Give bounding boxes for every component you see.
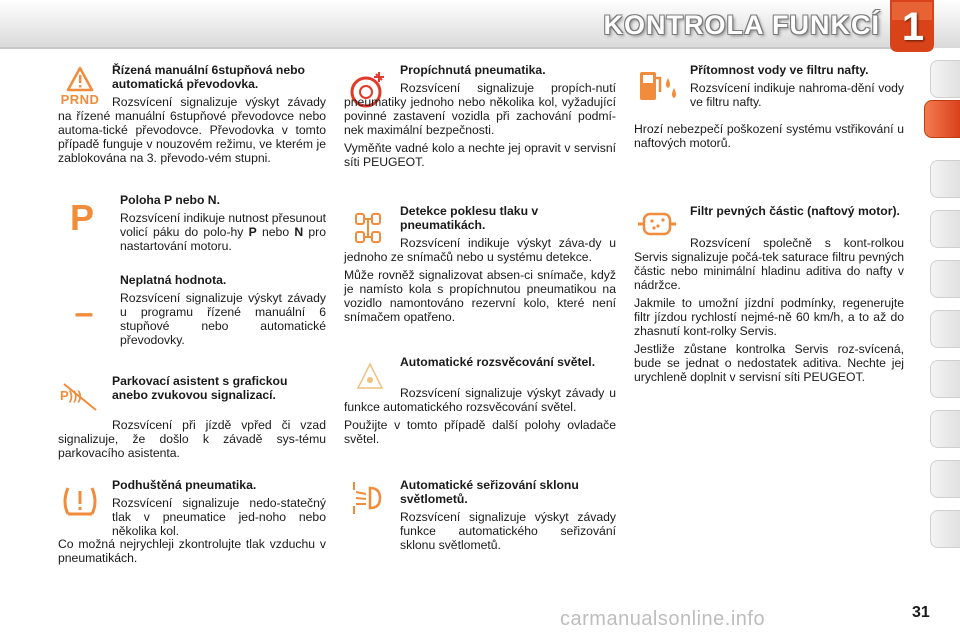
puncture-heading: Propíchnutá pneumatika.	[400, 63, 546, 77]
p-glyph: P	[69, 197, 94, 238]
autolight-text-block	[344, 386, 616, 450]
parking-assist-off-icon	[58, 380, 102, 414]
headlamp-text: Rozsvícení signalizuje výskyt závady funkce automatického seřizování sklonu světlometů.	[400, 510, 616, 552]
puncture-text: Rozsvícení signalizuje propích-nutí pneumatiky jednoho nebo několika kol, vyžadující povinné zastavení vozidla při zachování podmí-nek maximální bezpečnosti.	[344, 81, 616, 137]
page-number: 31	[912, 604, 930, 621]
sensor-text2: Může rovněž signalizovat absen-ci snímače, když je namísto kola s propíchnutou pneumatikou na vozidlo namontováno rezervní kolo, které není snímačem opatřeno.	[344, 268, 616, 324]
chapter-tab[interactable]	[930, 360, 960, 398]
chapter-tab[interactable]	[930, 310, 960, 348]
p-or-n-icon	[64, 197, 100, 238]
dpf-heading: Filtr pevných částic (naftový motor).	[690, 204, 900, 218]
tyre-text2: Co možná nejrychleji zkontrolujte tlak vzduchu v pneumatikách.	[58, 537, 326, 565]
pn-text-b: pro nastartování motoru.	[120, 225, 327, 253]
puncture-text-block	[344, 81, 616, 173]
chapter-tab[interactable]	[930, 410, 960, 448]
pbeep-glyph: P)))	[60, 388, 82, 403]
chapter-tab[interactable]	[930, 460, 960, 498]
invalid-text: Rozsvícení signalizuje výskyt závady u programu řízené manuální 6 stupňové nebo automatické převodovky.	[120, 291, 326, 347]
headlamp-adjust-icon	[350, 480, 390, 516]
sensor-block	[400, 204, 616, 236]
invalid-value-icon	[68, 294, 100, 332]
chapter-tabs	[924, 60, 960, 580]
header-divider	[0, 47, 920, 49]
pn-block	[120, 193, 326, 257]
pn-n: N	[294, 225, 304, 239]
sensor-heading: Detekce poklesu tlaku v pneumatikách.	[400, 204, 539, 232]
chapter-number: 1	[901, 5, 925, 49]
chapter-tab[interactable]	[930, 60, 960, 98]
watermark: carmanualsonline.info	[560, 608, 766, 630]
water-text2-block	[634, 122, 904, 154]
dpf-text: Rozsvícení společně s kont-rolkou Servis signalizuje počá-tek saturace filtru pevných částic nebo minimální hladinu aditiva do nafty v nádržce.	[634, 236, 904, 292]
dpf-text3: Jestliže zůstane kontrolka Servis roz-svícená, bude se jednat o nedostatek aditiva. Nechte jej urychleně doplnit v servisní síti PEUGEOT.	[634, 342, 904, 384]
prnd-label: PRND	[60, 92, 100, 107]
pn-nebo: nebo	[262, 225, 290, 239]
gearbox-heading-block	[112, 63, 326, 95]
headlamp-block	[400, 478, 616, 556]
tyre-text: Rozsvícení signalizuje nedo-statečný tlak v pneumatice jed-noho nebo několika kol.	[112, 496, 326, 538]
pn-heading: Poloha P nebo N.	[120, 193, 220, 207]
dash-glyph: –	[74, 294, 94, 332]
tyre-block	[112, 478, 326, 542]
water-text: Rozsvícení indikuje nahroma-dění vody ve filtru nafty.	[690, 81, 904, 109]
dpf-text2: Jakmile to umožní jízdní podmínky, regenerujte filtr jízdou rychlostí nejmé-ně 60 km/h, a to až do zhasnutí kont-rolky Servis.	[634, 296, 904, 338]
water-heading: Přítomnost vody ve filtru nafty.	[690, 63, 869, 77]
headlamp-heading: Automatické seřizování sklonu světlometů.	[400, 478, 579, 506]
puncture-text2: Vyměňte vadné kolo a nechte jej opravit v servisní síti PEUGEOT.	[344, 141, 616, 169]
low-tyre-pressure-icon	[60, 482, 100, 522]
chapter-tab-active[interactable]	[924, 100, 960, 138]
chapter-tab[interactable]	[930, 210, 960, 248]
water-in-fuel-icon	[636, 66, 680, 106]
autolight-block	[400, 355, 616, 373]
chapter-tab[interactable]	[930, 260, 960, 298]
gearbox-text-block	[58, 95, 326, 169]
gearbox-heading: Řízená manuální 6stupňová nebo automatická převodovka.	[112, 63, 306, 91]
chapter-tab[interactable]	[930, 510, 960, 548]
sensor-text-block	[344, 236, 616, 328]
parking-text-block	[58, 418, 326, 464]
parking-text: Rozsvícení při jízdě vpřed či vzad signalizuje, že došlo k závadě sys-tému parkovacího asistenta.	[58, 418, 326, 460]
parking-heading: Parkovací asistent s grafickou anebo zvukovou signalizací.	[112, 374, 288, 402]
puncture-block	[400, 63, 616, 81]
parking-heading-block	[112, 374, 326, 406]
gearbox-text: Rozsvícení signalizuje výskyt závady na řízené manuální 6stupňové převodovce nebo automa-tické převodovce. Převodovka v tomto případě funguje v nouzovém režimu, ve kterém je zablokována na 3. převodo-vém stupni.	[58, 95, 326, 165]
dpf-block	[690, 204, 904, 222]
tyre-heading: Podhuštěná pneumatika.	[112, 478, 257, 492]
chapter-tab[interactable]	[930, 160, 960, 198]
autolight-text2: Použijte v tomto případě další polohy ovladače světel.	[344, 418, 616, 446]
autolight-heading: Automatické rozsvěcování světel.	[400, 355, 596, 369]
water-text2: Hrozí nebezpečí poškození systému vstřikování u naftových motorů.	[634, 122, 904, 150]
sensor-text: Rozsvícení indikuje výskyt záva-dy u jednoho ze snímačů nebo u systému detekce.	[344, 236, 616, 264]
water-block	[690, 63, 904, 113]
page-title: KONTROLA FUNKCÍ	[603, 10, 880, 40]
pn-text-a: Rozsvícení indikuje nutnost přesunout volicí páku do polo-hy	[120, 211, 326, 239]
dpf-text-block	[634, 236, 904, 388]
tyre-text2-block	[58, 537, 326, 569]
pn-p: P	[248, 225, 257, 239]
invalid-block	[120, 273, 326, 351]
invalid-heading: Neplatná hodnota.	[120, 273, 227, 287]
autolight-text: Rozsvícení signalizuje výskyt závady u funkce automatického rozsvěcování světel.	[344, 386, 616, 414]
